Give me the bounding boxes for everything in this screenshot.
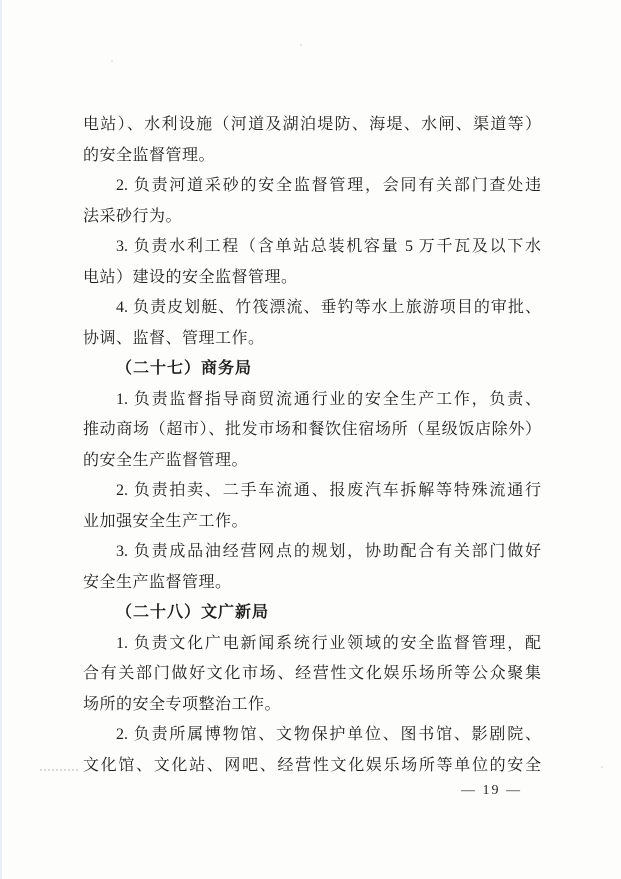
page-footer [0,783,621,799]
scan-speckle-dot [601,766,603,768]
text-line: 1. 负责监督指导商贸流通行业的安全生产工作，负责、 [116,390,541,408]
text-line: 3. 负责成品油经营网点的规划，协助配合有关部门做好 [116,543,541,560]
text-line: 合有关部门做好文化市场、经营性文化娱乐场所等公众聚集 [83,665,541,682]
text-line: 的安全监督管理。 [83,146,216,164]
text-line: 的安全生产监督管理。 [83,451,249,469]
text-line: 安全生产监督管理。 [83,573,232,591]
page-number: — 19 — [461,783,522,798]
text-line: 1. 负责文化广电新闻系统行业领域的安全监督管理，配 [116,634,541,652]
text-line: 2. 负责拍卖、二手车流通、报废汽车拆解等特殊流通行 [116,482,541,499]
text-line: 业加强安全生产工作。 [83,512,249,530]
text-line: 3. 负责水利工程（含单站总装机容量 5 万千瓦及以下水 [116,238,541,255]
text-line: 2. 负责河道采砂的安全监督管理，会同有关部门查处违 [116,177,541,194]
scan-speckle-dot [111,60,113,62]
text-line: 文化馆、文化站、网吧、经营性文化娱乐场所等单位的安全 [83,756,541,774]
text-line: 电站）建设的安全监督管理。 [83,268,298,286]
text-line: 电站）、水利设施（河道及湖泊堤防、海堤、水闸、渠道等） [83,116,541,133]
text-line: （二十八）文广新局 [116,604,270,621]
text-line: 推动商场（超市）、批发市场和餐饮住宿场所（星级饭店除外） [83,421,541,438]
scan-edge-artifact [0,0,2,879]
text-line: （二十七）商务局 [116,360,253,377]
scan-speckle-dot [300,44,302,46]
text-line: 4. 负责皮划艇、竹筏漂流、垂钓等水上旅游项目的审批、 [116,299,541,316]
text-line: 场所的安全专项整治工作。 [83,695,282,713]
text-line: 2. 负责所属博物馆、文物保护单位、图书馆、影剧院、 [116,726,541,743]
scan-speckle-artifact [40,769,78,771]
document-body [83,110,541,781]
text-line: 法采砂行为。 [83,207,183,225]
text-line: 协调、监督、管理工作。 [83,329,265,347]
